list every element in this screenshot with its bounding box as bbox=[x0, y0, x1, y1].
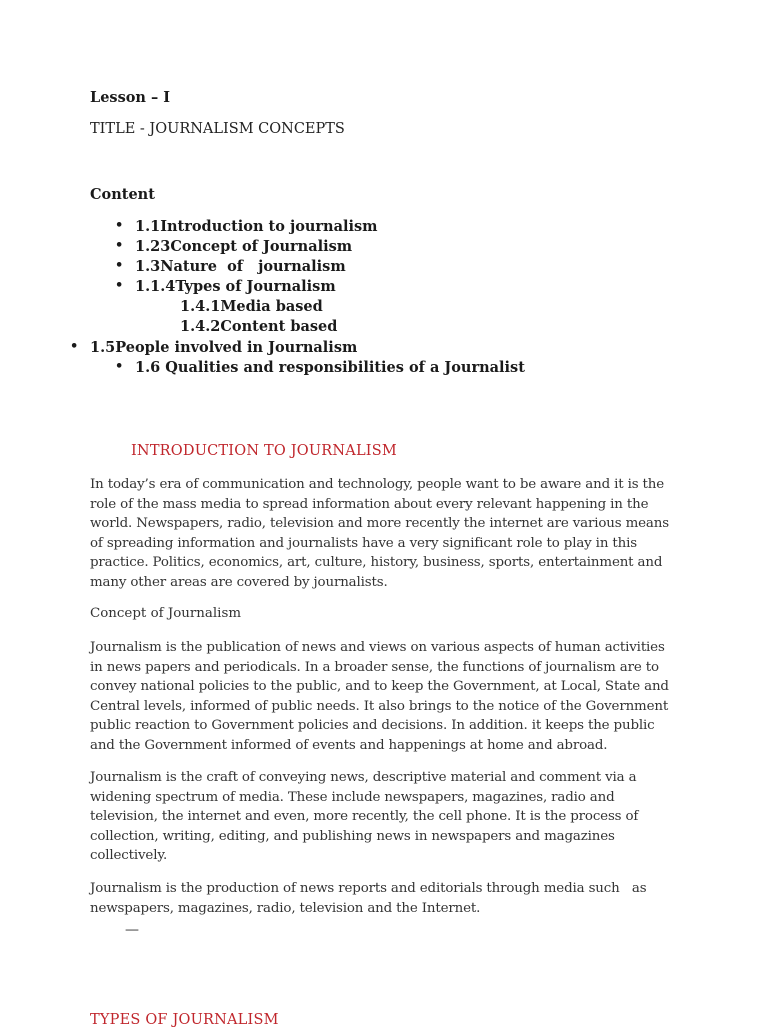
bullet-icon: • bbox=[115, 238, 124, 253]
bullet-icon: • bbox=[115, 278, 124, 293]
sub-list-item: 1.4.1Media based bbox=[180, 298, 323, 315]
concept-paragraph-1: Journalism is the publication of news and views on various aspects of human activities in news papers and periodicals. In a broader sense, the functions of journalism are to convey national policies to the public, and to keep the Government, at Local, State and Central levels, informed of public needs. It also brings to the notice of the Government public reaction to Government policies and decisions. In addition. it keeps the public and the Government informed of events and happenings at home and abroad. bbox=[90, 640, 669, 753]
bullet-icon: • bbox=[115, 359, 124, 374]
list-item: • 1.1Introduction to journalism bbox=[115, 218, 378, 235]
page-title: TITLE - JOURNALISM CONCEPTS bbox=[90, 121, 345, 137]
types-heading: TYPES OF JOURNALISM bbox=[90, 1012, 279, 1028]
list-item: • 1.5People involved in Journalism bbox=[70, 339, 358, 356]
sub-list-item: 1.4.2Content based bbox=[180, 318, 338, 335]
bullet-icon: • bbox=[115, 258, 124, 273]
bullet-icon: • bbox=[70, 339, 79, 354]
list-item: • 1.6 Qualities and responsibilities of a Journalist bbox=[115, 359, 525, 376]
dash-mark: — bbox=[125, 922, 139, 938]
intro-paragraph: In today’s era of communication and technology, people want to be aware and it is the role of the mass media to spread information about every relevant happening in the world. Newspapers, radio, television and more recently the internet are various means of spreading information and journalists have a very significant role to play in this practice. Politics, economics, art, culture, history, business, sports, entertainment and many other areas are covered by journalists. bbox=[90, 477, 669, 590]
lesson-label: Lesson – I bbox=[90, 89, 171, 106]
concept-label: Concept of Journalism bbox=[90, 606, 242, 621]
concept-paragraph-3: Journalism is the production of news reports and editorials through media such as newspapers, magazines, radio, television and the Internet. bbox=[90, 881, 647, 916]
concept-paragraph-2: Journalism is the craft of conveying news, descriptive material and comment via a widening spectrum of media. These include newspapers, magazines, radio and television, the internet and even, more recently, the cell phone. It is the process of collection, writing, editing, and publishing news in newspapers and magazines collectively. bbox=[90, 770, 639, 864]
intro-heading: INTRODUCTION TO JOURNALISM bbox=[131, 443, 397, 459]
bullet-icon: • bbox=[115, 218, 124, 233]
list-item: • 1.1.4Types of Journalism bbox=[115, 278, 336, 295]
list-item: • 1.23Concept of Journalism bbox=[115, 238, 353, 255]
content-label: Content bbox=[90, 186, 155, 203]
list-item: • 1.3Nature of journalism bbox=[115, 258, 346, 275]
